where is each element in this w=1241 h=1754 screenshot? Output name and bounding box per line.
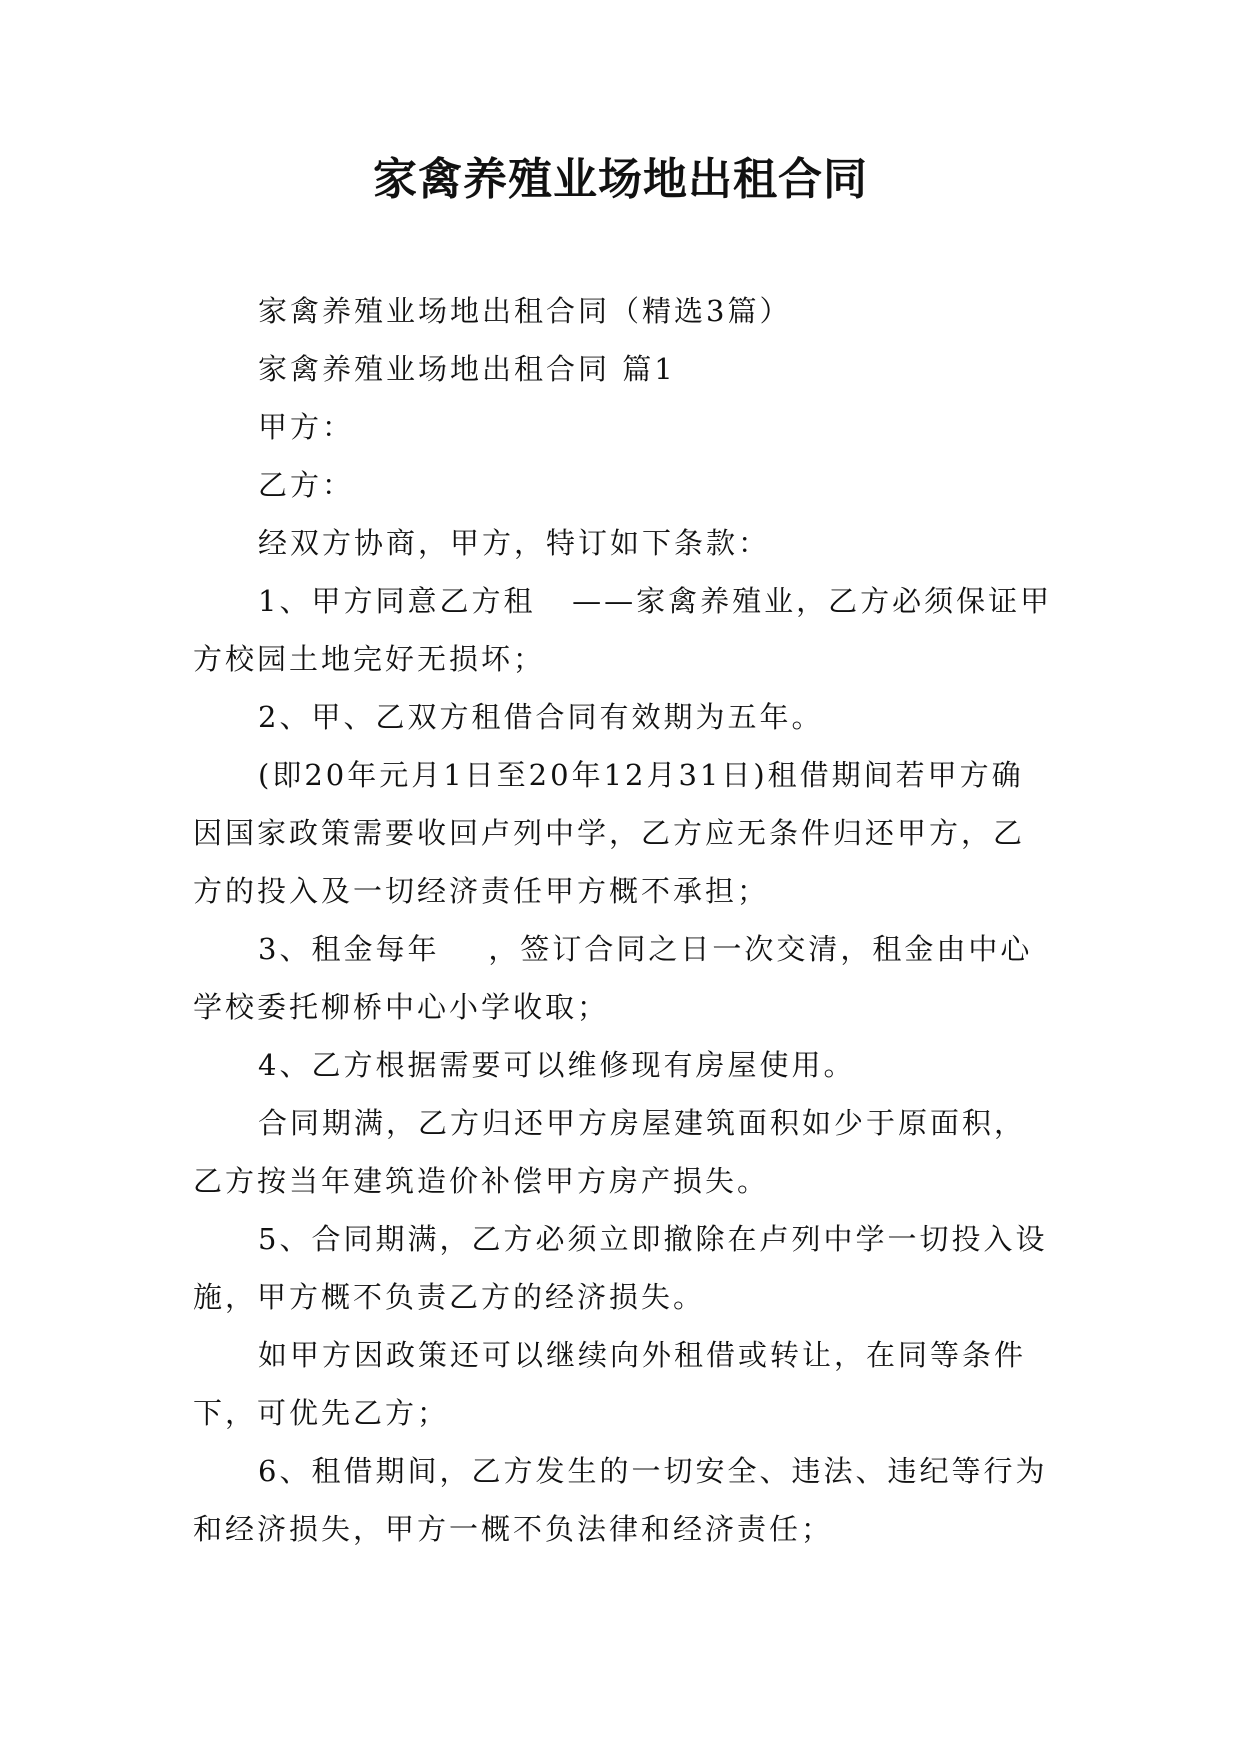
paragraph-party-a: 甲方： — [258, 410, 355, 444]
paragraph-section-heading: 家禽养殖业场地出租合同 篇1 — [258, 352, 676, 386]
paragraph-subtitle: 家禽养殖业场地出租合同（精选3篇） — [258, 294, 792, 328]
paragraph-clause-3: 3、租金每年 ，签订合同之日一次交清，租金由中心学校委托柳桥中心小学收取； — [193, 932, 1033, 1024]
paragraph-party-b: 乙方： — [258, 468, 355, 502]
document-body — [193, 282, 1053, 1558]
paragraph-clause-4: 4、乙方根据需要可以维修现有房屋使用。 — [258, 1048, 856, 1082]
paragraph-clause-4-detail: 合同期满，乙方归还甲方房屋建筑面积如少于原面积，乙方按当年建筑造价补偿甲方房产损失。 — [193, 1106, 1027, 1198]
paragraph-clause-2: 2、甲、乙双方租借合同有效期为五年。 — [258, 700, 824, 734]
document-title: 家禽养殖业场地出租合同 — [373, 154, 868, 205]
paragraph-clause-6: 6、租借期间，乙方发生的一切安全、违法、违纪等行为和经济损失，甲方一概不负法律和经济责任； — [193, 1454, 1048, 1546]
paragraph-clause-5: 5、合同期满，乙方必须立即撤除在卢列中学一切投入设施，甲方概不负责乙方的经济损失。 — [193, 1222, 1048, 1314]
paragraph-clause-5-detail: 如甲方因政策还可以继续向外租借或转让，在同等条件下，可优先乙方； — [193, 1338, 1027, 1430]
paragraph-clause-2-detail: (即20年元月1日至20年12月31日)租借期间若甲方确因国家政策需要收回卢列中学，乙方应无条件归还甲方，乙方的投入及一切经济责任甲方概不承担； — [193, 758, 1026, 908]
paragraph-intro: 经双方协商，甲方，特订如下条款： — [258, 526, 771, 560]
paragraph-clause-1: 1、甲方同意乙方租 ——家禽养殖业，乙方必须保证甲方校园土地完好无损坏； — [193, 584, 1053, 676]
